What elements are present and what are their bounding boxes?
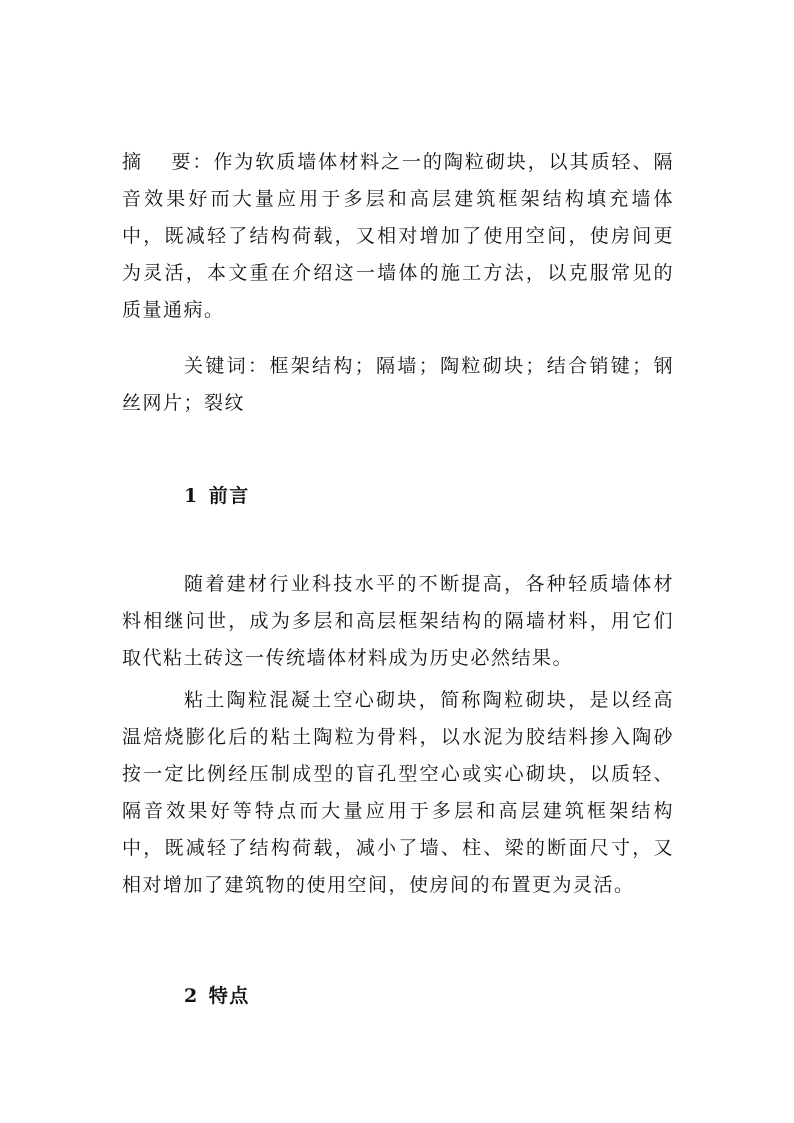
section-number: 2 xyxy=(184,985,199,1007)
keywords-text: 框架结构；隔墙；陶粒砌块；结合销键；钢丝网片；裂纹 xyxy=(122,355,674,414)
abstract-label-second: 要： xyxy=(170,151,214,173)
section-1-paragraph-2: 粘土陶粒混凝土空心砌块，简称陶粒砌块，是以经高温焙烧膨化后的粘土陶粒为骨料，以水泥为胶结料掺入陶砂按一定比例经压制成型的盲孔型空心或实心砌块，以质轻、隔音效果好等特点而大量应用于多层和高层建筑框架结构中，既减轻了结构荷载，减小了墙、柱、梁的断面尺寸，又相对增加了建筑物的使用空间，使房间的布置更为灵活。 xyxy=(122,689,674,896)
section-number: 1 xyxy=(184,485,199,507)
abstract-paragraph xyxy=(122,144,674,329)
keywords-label: 关键词： xyxy=(184,355,270,377)
abstract-label-first: 摘 xyxy=(122,151,143,173)
section-title: 特点 xyxy=(208,985,250,1007)
keywords-paragraph xyxy=(122,348,674,422)
section-heading-1 xyxy=(184,478,250,515)
section-1-paragraph-1: 随着建材行业科技水平的不断提高，各种轻质墙体材料相继问世，成为多层和高层框架结构的隔墙材料，用它们取代粘土砖这一传统墙体材料成为历史必然结果。 xyxy=(122,573,674,669)
section-heading-2 xyxy=(184,978,250,1015)
abstract-text: 作为软质墙体材料之一的陶粒砌块，以其质轻、隔音效果好而大量应用于多层和高层建筑框架结构填充墙体中，既减轻了结构荷载，又相对增加了使用空间，使房间更为灵活，本文重在介绍这一墙体的施工方法，以克服常见的质量通病。 xyxy=(122,151,674,321)
section-title: 前言 xyxy=(208,485,250,507)
